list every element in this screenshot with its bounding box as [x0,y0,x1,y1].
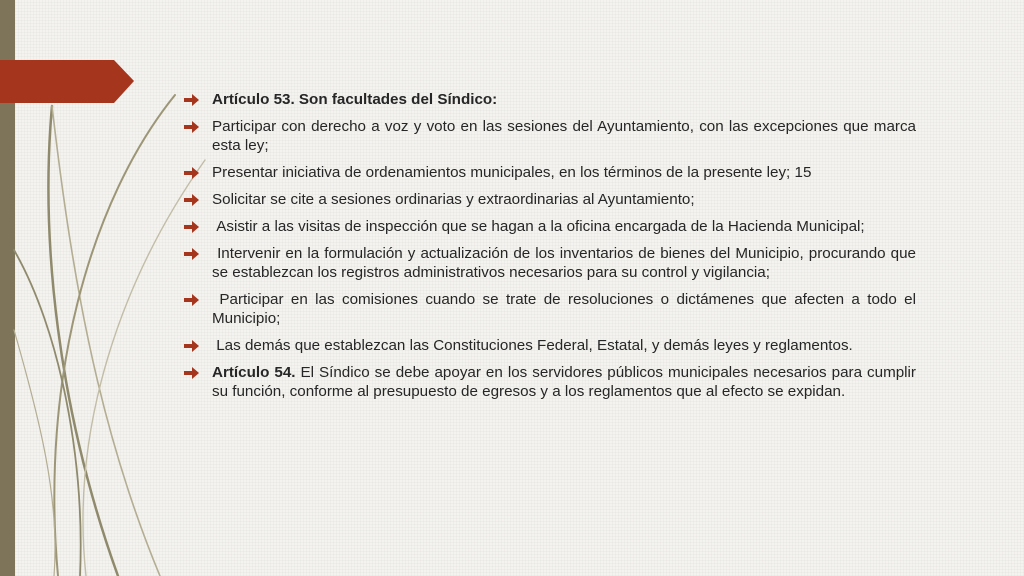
arrow-right-icon [184,367,200,379]
bullet-text [212,190,916,209]
bullet-body-text: Participar en las comisiones cuando se trate de resoluciones o dictámenes que afecten a todo el Municipio; [212,291,921,327]
arrow-right-icon [184,340,200,352]
arrow-right-icon [184,167,200,179]
arrow-right-icon [184,121,200,133]
arrow-right-icon [184,194,200,206]
left-vertical-bar [0,0,15,576]
bullet-text [212,90,916,109]
bullet-body-text: Presentar iniciativa de ordenamientos municipales, en los términos de la presente ley; 15 [212,164,812,181]
bullet-list [184,90,921,409]
arrow-right-icon [184,94,200,106]
bullet-item [184,363,921,401]
bullet-bold-text: Artículo 54. [212,364,296,381]
bullet-body-text: Las demás que establezcan las Constituciones Federal, Estatal, y demás leyes y reglamentos. [212,337,853,354]
bullet-item [184,163,916,182]
bullet-body-text: Intervenir en la formulación y actualización de los inventarios de bienes del Municipio, procurando que se establezcan los registros administrativos necesarios para su control y vigilancia; [212,245,921,281]
bullet-body-text: El Síndico se debe apoyar en los servidores públicos municipales necesarios para cumplir su función, conforme al presupuesto de egresos y a los reglamentos que al efecto se expidan. [212,364,921,400]
arrow-right-icon [184,221,200,233]
arrow-right-icon [184,294,200,306]
bullet-body-text: Solicitar se cite a sesiones ordinarias y extraordinarias al Ayuntamiento; [212,191,695,208]
bullet-text [212,244,921,282]
bullet-text [212,163,916,182]
bullet-item [184,117,921,155]
bullet-item [184,190,916,209]
arrow-right-icon [184,248,200,260]
bullet-text [212,117,921,155]
bullet-text [212,217,916,236]
bullet-item [184,290,921,328]
accent-banner [0,60,134,103]
bullet-text [212,336,916,355]
bullet-item [184,244,921,282]
bullet-body-text: Asistir a las visitas de inspección que se hagan a la oficina encargada de la Hacienda Municipal; [212,218,865,235]
bullet-bold-text: Artículo 53. Son facultades del Síndico: [212,91,498,108]
bullet-body-text: Participar con derecho a voz y voto en las sesiones del Ayuntamiento, con las excepciones que marca esta ley; [212,118,921,154]
bullet-item [184,90,916,109]
bullet-item [184,336,916,355]
bullet-item [184,217,916,236]
bullet-text [212,290,921,328]
bullet-text [212,363,921,401]
